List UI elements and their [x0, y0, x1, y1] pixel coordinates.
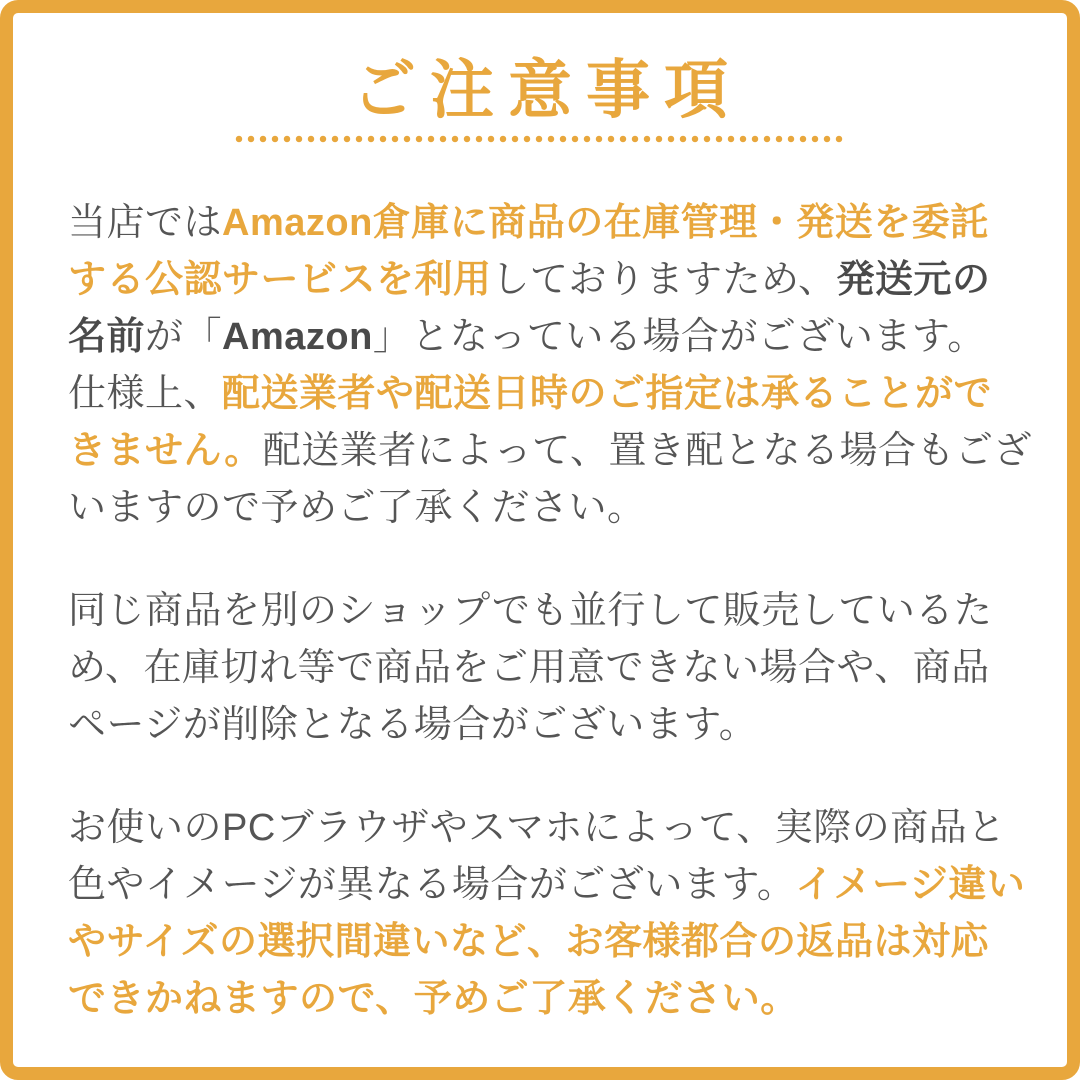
text-run: しておりますため、: [491, 259, 837, 302]
text-run: やサイズの選択間違いなど、お客様都合の返品は対応: [68, 921, 989, 964]
paragraph: [68, 583, 1012, 754]
text-line: [68, 309, 1012, 366]
text-line: [68, 914, 1012, 971]
text-run: 色やイメージが異なる場合がございます。: [68, 864, 796, 907]
text-run: 仕様上、: [68, 373, 223, 416]
text-run: Amazon: [222, 316, 373, 359]
text-line: [68, 366, 1012, 423]
text-run: 配送業者によって、置き配となる場合もござ: [262, 430, 1033, 473]
text-line: [68, 800, 1012, 857]
text-run: Amazon倉庫に商品の在庫管理・発送を委託: [222, 202, 989, 245]
text-line: [68, 480, 1012, 537]
text-run: 」となっている場合がございます。: [372, 316, 986, 359]
text-run: ページが削除となる場合がございます。: [68, 704, 758, 747]
text-run: 当店では: [68, 202, 223, 245]
text-line: [68, 640, 1012, 697]
text-run: 発送元の: [836, 259, 991, 302]
text-run: きません。: [68, 430, 263, 473]
text-run: が「: [145, 316, 223, 359]
paragraph: [68, 195, 1033, 537]
text-run: する公認サービスを利用: [68, 259, 492, 302]
text-run: 配送業者や配送日時のご指定は承ることがで: [222, 373, 993, 416]
text-run: め、在庫切れ等で商品をご用意できない場合や、商品: [68, 647, 990, 690]
notice-card: [13, 13, 1067, 1067]
text-run: 同じ商品を別のショップでも並行して販売しているた: [68, 590, 993, 633]
text-line: [68, 857, 1026, 914]
text-line: [68, 971, 1012, 1028]
text-run: お使いのPCブラウザやスマホによって、実際の商品と: [68, 807, 1006, 850]
text-line: [68, 195, 1012, 252]
text-run: いますので予めご了承ください。: [68, 487, 646, 530]
text-line: [68, 252, 1012, 309]
text-run: イメージ違い: [795, 864, 1026, 907]
title-underline-dots: [235, 135, 845, 143]
notice-body: [68, 195, 1033, 1028]
page-title: ご注意事項: [352, 54, 742, 126]
text-run: できかねますので、予めご了承ください。: [68, 978, 799, 1021]
paragraph: [68, 800, 1026, 1028]
text-line: [68, 583, 1012, 640]
text-line: [68, 697, 1012, 754]
text-line: [68, 423, 1033, 480]
text-run: 名前: [68, 316, 146, 359]
